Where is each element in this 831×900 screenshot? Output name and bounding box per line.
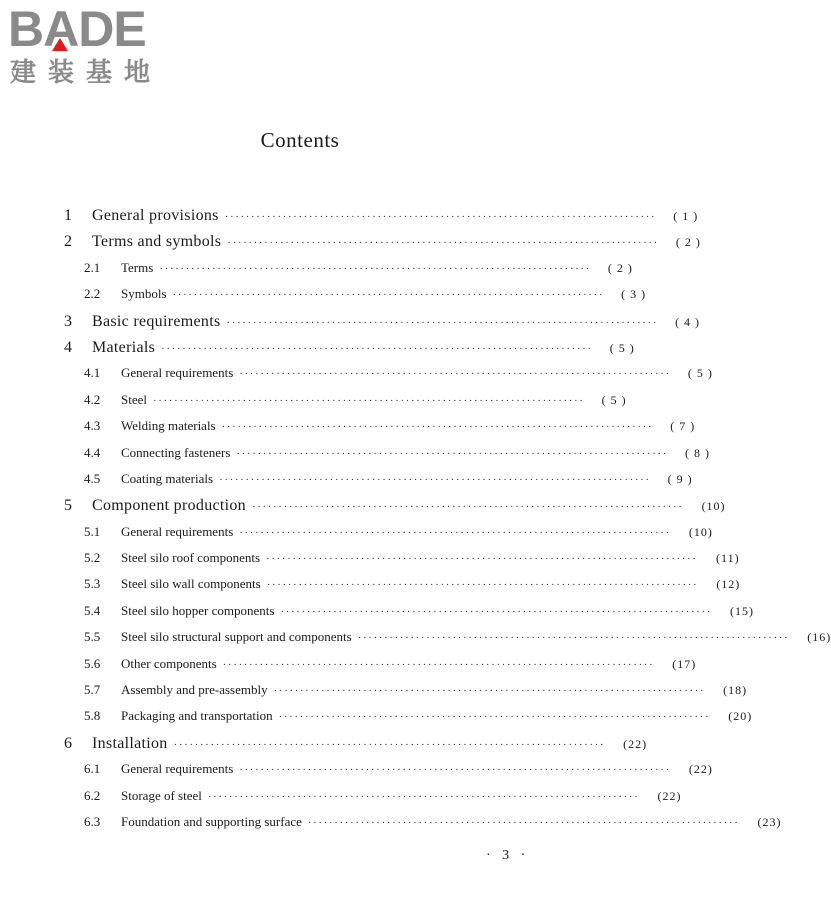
toc-entry-number: 4.3	[84, 418, 101, 434]
toc-entry-page: (10)	[701, 499, 726, 514]
toc-entry-number: 5.1	[84, 523, 101, 539]
toc-entry-number: 2.2	[84, 286, 101, 302]
toc-entry-number: 6	[64, 734, 72, 752]
toc-entry	[64, 682, 748, 708]
logo-wordmark: BADE	[8, 1, 146, 57]
toc-entry-page: (22)	[623, 736, 648, 751]
toc-entry-page: ( 5 )	[601, 392, 627, 407]
toc-entry	[64, 418, 696, 444]
toc-entry-page: ( 1 )	[673, 209, 699, 223]
toc-entry-number: 5.7	[84, 682, 101, 698]
toc-entry-label: Component production	[92, 497, 246, 515]
toc-dot-leader: ··················································································	[251, 501, 684, 514]
toc-entry	[64, 602, 755, 629]
toc-entry-page: (12)	[716, 577, 741, 592]
toc-entry	[64, 259, 633, 286]
toc-entry-number: 5.8	[84, 708, 101, 724]
toc-entry-number: 5.5	[84, 629, 101, 645]
toc-entry-number: 2.1	[84, 259, 101, 275]
toc-entry	[64, 708, 753, 734]
toc-entry-page: ( 5 )	[609, 340, 635, 355]
toc-entry-page: ( 7 )	[670, 419, 696, 434]
toc-entry-page: (11)	[716, 551, 740, 566]
toc-dot-leader: ··················································································	[266, 579, 699, 592]
toc-entry-label: General requirements	[121, 523, 234, 539]
toc-entry-page: ( 2 )	[607, 260, 633, 275]
toc-entry-label: Symbols	[121, 286, 167, 302]
toc-entry-number: 4	[64, 338, 72, 356]
toc-entry	[64, 787, 682, 814]
toc-dot-leader: ··················································································	[278, 711, 711, 724]
toc-entry-label: Steel silo hopper components	[121, 602, 275, 618]
toc-entry	[64, 338, 635, 365]
toc-entry-label: General requirements	[121, 365, 234, 381]
toc-entry	[64, 629, 831, 655]
toc-dot-leader: ··················································································	[239, 526, 671, 539]
toc-entry	[64, 233, 701, 259]
toc-entry-label: Packaging and transportation	[121, 708, 273, 724]
toc-entry-page: ( 4 )	[675, 314, 701, 329]
toc-entry-number: 6.1	[84, 761, 101, 777]
toc-dot-leader: ··················································································	[307, 816, 740, 829]
toc-dot-leader: ··················································································	[239, 764, 671, 777]
toc-dot-leader: ··················································································	[239, 368, 671, 381]
toc-entry-number: 5	[64, 497, 72, 515]
page-title: Contents	[260, 128, 340, 152]
table-of-contents	[64, 207, 831, 840]
toc-entry-label: Coating materials	[121, 470, 214, 486]
toc-entry-number: 6.3	[84, 813, 101, 829]
toc-entry-label: Installation	[92, 734, 168, 752]
toc-entry-page: (15)	[730, 603, 755, 618]
toc-entry-label: General requirements	[121, 761, 234, 777]
toc-dot-leader: ··················································································	[280, 605, 713, 618]
toc-entry-number: 5.2	[84, 550, 101, 566]
toc-entry-number: 4.5	[84, 470, 101, 486]
toc-entry	[64, 470, 693, 497]
toc-dot-leader: ··················································································	[227, 237, 659, 250]
toc-entry-label: Steel silo roof components	[121, 550, 261, 566]
toc-dot-leader: ··················································································	[159, 262, 591, 275]
toc-entry-number: 5.6	[84, 655, 101, 671]
toc-entry-page: ( 3 )	[621, 287, 647, 302]
toc-entry-page: (16)	[807, 630, 831, 645]
toc-entry-label: Foundation and supporting surface	[121, 813, 302, 829]
toc-entry	[64, 761, 713, 787]
toc-dot-leader: ··················································································	[172, 289, 605, 302]
toc-entry-number: 4.4	[84, 444, 101, 460]
toc-entry-number: 4.1	[84, 365, 101, 381]
toc-dot-leader: ··················································································	[224, 211, 657, 223]
toc-entry	[64, 365, 713, 391]
bade-logo	[8, 1, 178, 88]
toc-entry	[64, 497, 726, 523]
logo-subtitle: 建装基地	[10, 58, 163, 88]
toc-dot-leader: ··················································································	[236, 447, 668, 460]
toc-dot-leader: ··················································································	[357, 632, 790, 645]
toc-entry-label: Storage of steel	[121, 787, 202, 803]
toc-entry-page: (10)	[688, 524, 713, 539]
toc-entry-label: Assembly and pre-assembly	[121, 682, 268, 698]
toc-entry-page: ( 9 )	[667, 471, 693, 486]
toc-entry	[64, 444, 710, 471]
toc-entry-number: 4.2	[84, 391, 101, 407]
toc-entry	[64, 550, 740, 576]
toc-entry-label: Connecting fasteners	[121, 444, 231, 460]
toc-entry-page: (20)	[728, 709, 753, 724]
toc-entry	[64, 734, 648, 761]
toc-dot-leader: ··················································································	[221, 421, 654, 434]
toc-entry-label: Terms and symbols	[92, 233, 222, 251]
toc-entry-number: 1	[64, 207, 72, 224]
toc-entry	[64, 286, 647, 312]
toc-entry-number: 6.2	[84, 787, 101, 803]
logo-triangle-icon	[52, 38, 68, 51]
toc-entry-label: Terms	[121, 259, 154, 275]
toc-entry-page: ( 8 )	[684, 445, 710, 460]
toc-entry-page: (18)	[723, 683, 748, 698]
toc-dot-leader: ··················································································	[207, 790, 640, 803]
toc-entry-label: Steel silo structural support and components	[121, 629, 352, 645]
toc-dot-leader: ··················································································	[219, 473, 651, 486]
toc-entry	[64, 207, 699, 233]
toc-dot-leader: ··················································································	[173, 738, 606, 751]
toc-entry-label: Welding materials	[121, 418, 216, 434]
toc-dot-leader: ··················································································	[161, 342, 593, 355]
toc-entry-label: Steel	[121, 391, 147, 407]
toc-dot-leader: ··················································································	[273, 685, 706, 698]
toc-entry-number: 3	[64, 312, 72, 330]
toc-entry-number: 5.3	[84, 576, 101, 592]
toc-entry-page: (17)	[672, 656, 697, 671]
page-number: · 3 ·	[486, 848, 530, 863]
toc-dot-leader: ··················································································	[266, 553, 698, 566]
toc-dot-leader: ··················································································	[222, 658, 655, 671]
toc-entry	[64, 655, 697, 682]
toc-entry-label: Materials	[92, 338, 156, 356]
toc-entry-label: Steel silo wall components	[121, 576, 261, 592]
toc-entry-label: General provisions	[92, 207, 219, 224]
toc-entry	[64, 523, 713, 550]
toc-entry-page: (22)	[688, 762, 713, 777]
toc-entry	[64, 813, 782, 840]
toc-entry-page: (23)	[757, 814, 782, 829]
toc-entry-number: 5.4	[84, 602, 101, 618]
toc-entry	[64, 576, 741, 602]
toc-entry	[64, 312, 701, 339]
toc-entry-label: Basic requirements	[92, 312, 221, 330]
toc-entry-label: Other components	[121, 655, 217, 671]
toc-entry-page: ( 5 )	[687, 366, 713, 381]
toc-entry	[64, 391, 627, 418]
toc-dot-leader: ··················································································	[226, 316, 659, 329]
toc-dot-leader: ··················································································	[153, 394, 585, 407]
toc-entry-number: 2	[64, 233, 72, 251]
toc-entry-page: ( 2 )	[675, 235, 701, 250]
toc-entry-page: (22)	[657, 788, 682, 803]
